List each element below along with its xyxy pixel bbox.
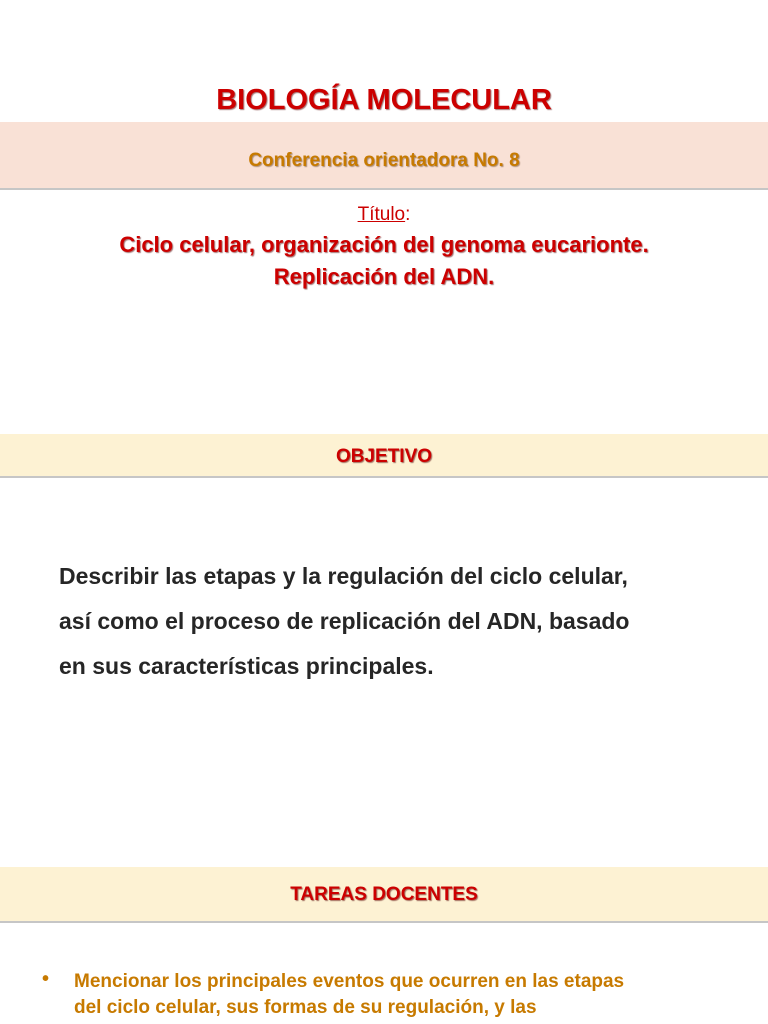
tarea-item-line-1: Mencionar los principales eventos que ocurren en las etapas bbox=[74, 971, 625, 992]
bullet-icon: • bbox=[42, 968, 50, 990]
titulo-label bbox=[0, 204, 768, 226]
titulo-label-colon: : bbox=[405, 204, 411, 225]
document-title: BIOLOGÍA MOLECULAR bbox=[216, 84, 552, 116]
titulo-line-2: Replicación del ADN. bbox=[273, 264, 495, 289]
conference-subtitle: Conferencia orientadora No. 8 bbox=[248, 150, 520, 171]
objetivo-heading: OBJETIVO bbox=[335, 446, 433, 467]
objetivo-text-line-2: así como el proceso de replicación del ADN, basado bbox=[59, 608, 630, 634]
titulo-label-text: Título bbox=[357, 204, 406, 225]
objetivo-text-line-3: en sus características principales. bbox=[59, 653, 434, 679]
objetivo-text-line-1: Describir las etapas y la regulación del ciclo celular, bbox=[59, 563, 628, 589]
tareas-heading: TAREAS DOCENTES bbox=[290, 884, 478, 905]
tarea-item-line-2: del ciclo celular, sus formas de su regulación, y las bbox=[74, 997, 537, 1018]
titulo-line-1: Ciclo celular, organización del genoma eucarionte. bbox=[119, 232, 649, 257]
